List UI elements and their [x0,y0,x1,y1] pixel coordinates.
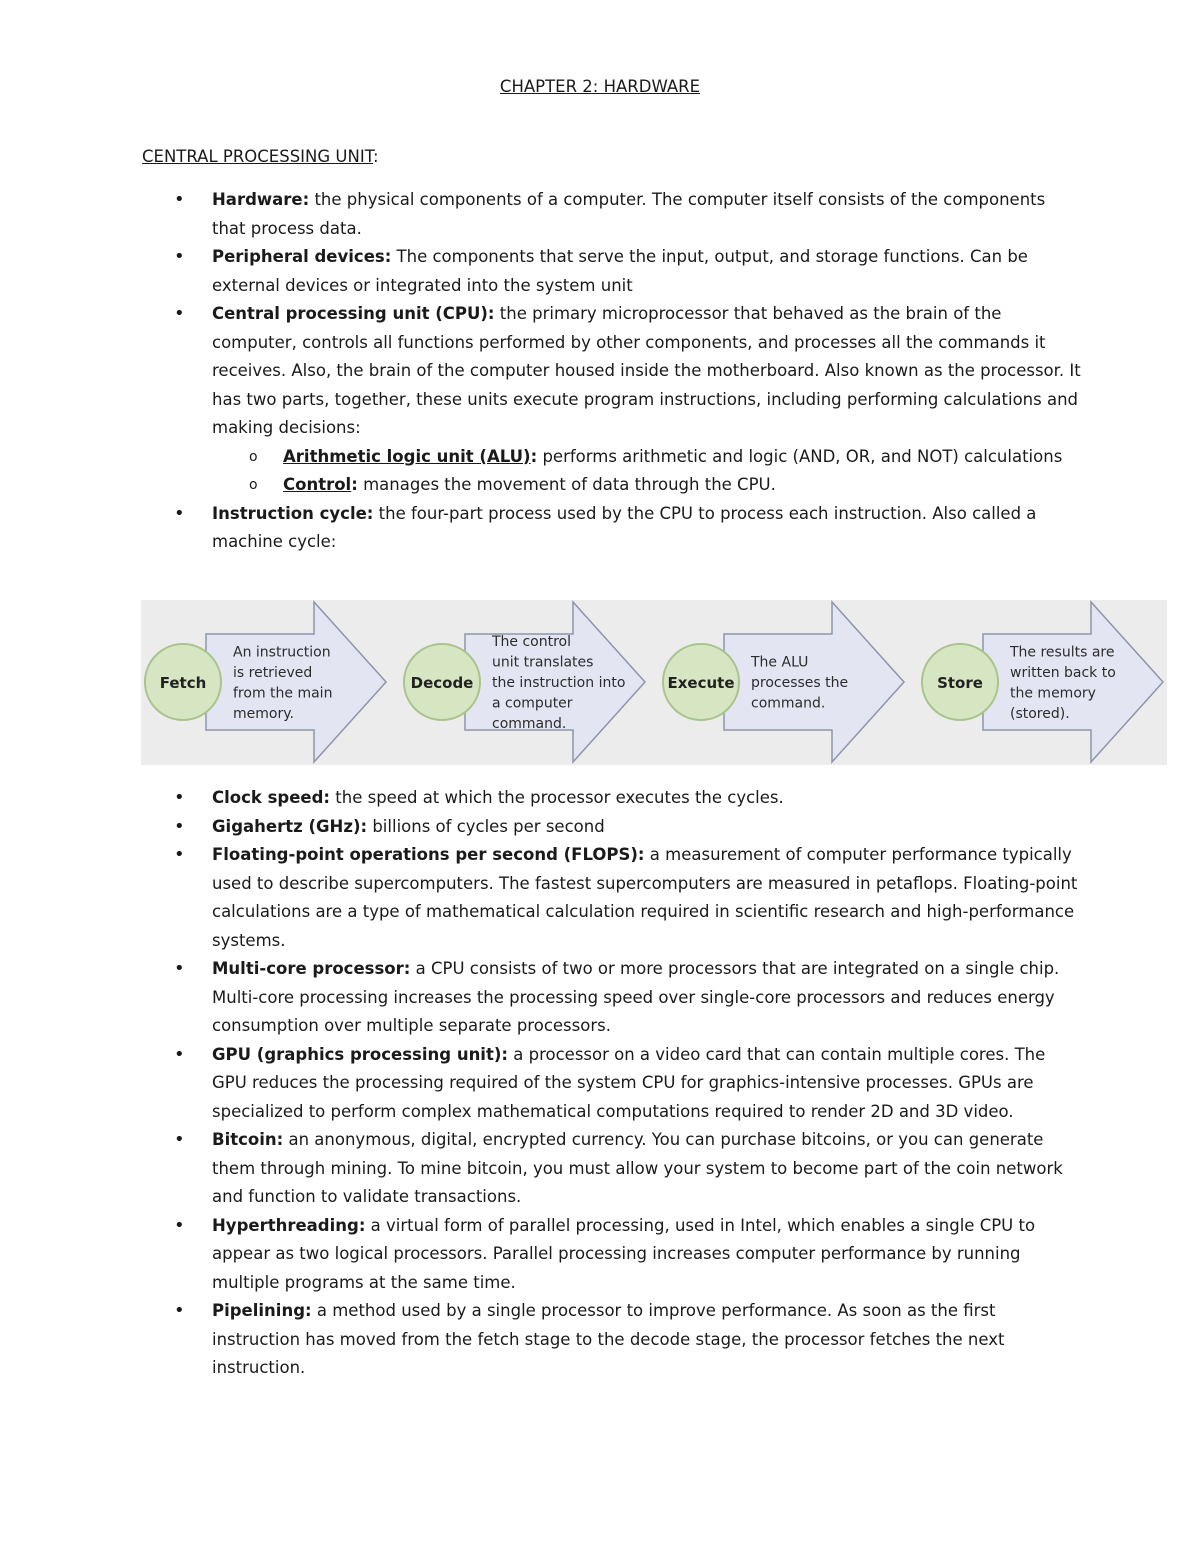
cycle-stage-description-line: The control [492,634,572,650]
list-item [212,1041,1082,1127]
definition: an anonymous, digital, encrypted currency. You can purchase bitcoins, or you can generate them through mining. To mine bitcoin, you must allow your system to become part of the coin network and function to validate transactions. [212,1130,1063,1206]
term: Central processing unit (CPU): [212,304,495,323]
list-item [212,1212,1082,1298]
section-heading-suffix: : [372,147,379,166]
list-item [212,300,1082,500]
chapter-title [0,76,1200,98]
cycle-stage-label: Decode [410,674,474,692]
term: Control [283,475,352,494]
definition: a measurement of computer performance typically used to describe supercomputers. The fastest supercomputers are measured in petaflops. Floating-point calculations are a type of mathematical calculation required in scientific research and high-performance systems. [212,845,1078,950]
cycle-stage-description-line: from the main [233,685,333,702]
list-item [212,813,1082,842]
section-heading-text: CENTRAL PROCESSING UNIT [142,147,373,166]
cycle-stage-description-line: is retrieved [233,664,313,681]
cycle-arrow-shape [206,602,386,762]
term: Floating-point operations per second (FLOPS): [212,845,645,864]
cycle-stage-execute [663,602,904,762]
cycle-stage-decode [404,602,645,762]
term: Hyperthreading: [212,1215,366,1235]
definition: manages the movement of data through the CPU. [357,475,776,494]
section-heading [142,146,379,168]
cycle-stage-description-line: An instruction [233,644,331,661]
list-item [212,186,1082,243]
definition: the four-part process used by the CPU to process each instruction. Also called a machine cycle: [212,503,1037,551]
cycle-stage-description-line: The ALU [751,654,809,671]
term: Hardware: [212,190,310,209]
definition: the physical components of a computer. The computer itself consists of the components that process data. [212,190,1046,238]
definition: a method used by a single processor to improve performance. As soon as the first instruction has moved from the fetch stage to the decode stage, the processor fetches the next instruction. [212,1301,1005,1377]
term: Multi-core processor: [212,959,411,978]
cycle-stage-store [922,602,1163,762]
cycle-stage-description-line: The results are [1010,644,1115,661]
cycle-stage-description-line: (stored). [1010,705,1070,722]
definition: The components that serve the input, output, and storage functions. Can be external devices or integrated into the system unit [212,247,1028,295]
term: Bitcoin: [212,1130,284,1149]
cycle-stage-fetch [145,602,386,762]
definition-list-cpu [212,186,1082,557]
definition: a virtual form of parallel processing, used in Intel, which enables a single CPU to appear as two logical processors. Parallel processing increases computer performance by running multiple programs at the same time. [212,1215,1036,1292]
term: Clock speed: [212,788,331,807]
cpu-parts-sublist [212,443,1082,500]
cycle-stage-description-line: processes the [751,675,849,691]
cycle-stage-description-line: the instruction into [492,675,626,691]
term: Pipelining: [212,1301,312,1320]
cycle-stage-description-line: written back to [1010,664,1116,681]
instruction-cycle-svg [141,600,1167,765]
term: Arithmetic logic unit (ALU) [283,446,531,466]
definition: billions of cycles per second [367,816,605,836]
cycle-stage-label: Fetch [159,674,207,692]
list-item [212,784,1082,813]
term: Gigahertz (GHz): [212,816,368,836]
cycle-stage-description-line: the memory [1010,685,1096,702]
term-colon: : [351,475,358,494]
list-item [212,243,1082,300]
list-item [212,1297,1082,1383]
list-item [212,500,1082,557]
cycle-arrow-shape [983,602,1163,762]
list-item [212,955,1082,1041]
chapter-title-text: CHAPTER 2: HARDWARE [499,77,701,96]
list-item [212,1126,1082,1212]
term: GPU (graphics processing unit): [212,1044,508,1064]
definition-list-performance [212,784,1082,1383]
cycle-stage-description-line: a computer [492,695,573,712]
cycle-stage-description-line: command. [751,695,826,712]
cycle-stage-description-line: command. [492,716,567,732]
definition: performs arithmetic and logic (AND, OR, and NOT) calculations [537,446,1063,466]
definition: the primary microprocessor that behaved as the brain of the computer, controls all functions performed by other components, and processes all the commands it receives. Also, the brain of the computer housed inside the motherboard. Also known as the processor. It has two parts, together, these units execute program instructions, including performing calculations and making decisions: [212,304,1081,437]
list-item [212,841,1082,955]
definition: a CPU consists of two or more processors that are integrated on a single chip. Multi-core processing increases the processing speed over single-core processors and reduces energy consumption over multiple separate processors. [212,959,1060,1035]
cycle-stage-description-line: memory. [233,705,294,722]
instruction-cycle-diagram [141,600,1167,765]
term: Instruction cycle: [212,503,374,523]
definition: a processor on a video card that can contain multiple cores. The GPU reduces the processing required of the system CPU for graphics-intensive processes. GPUs are specialized to perform complex mathematical computations required to render 2D and 3D video. [212,1044,1046,1121]
cycle-stage-description-line: unit translates [492,654,594,671]
definition: the speed at which the processor executes the cycles. [330,788,784,807]
term: Peripheral devices: [212,247,392,266]
sub-list-item [283,443,1082,472]
cycle-stage-label: Store [937,674,983,692]
sub-list-item [283,471,1082,500]
term-colon: : [530,446,538,466]
cycle-stage-label: Execute [667,674,735,692]
